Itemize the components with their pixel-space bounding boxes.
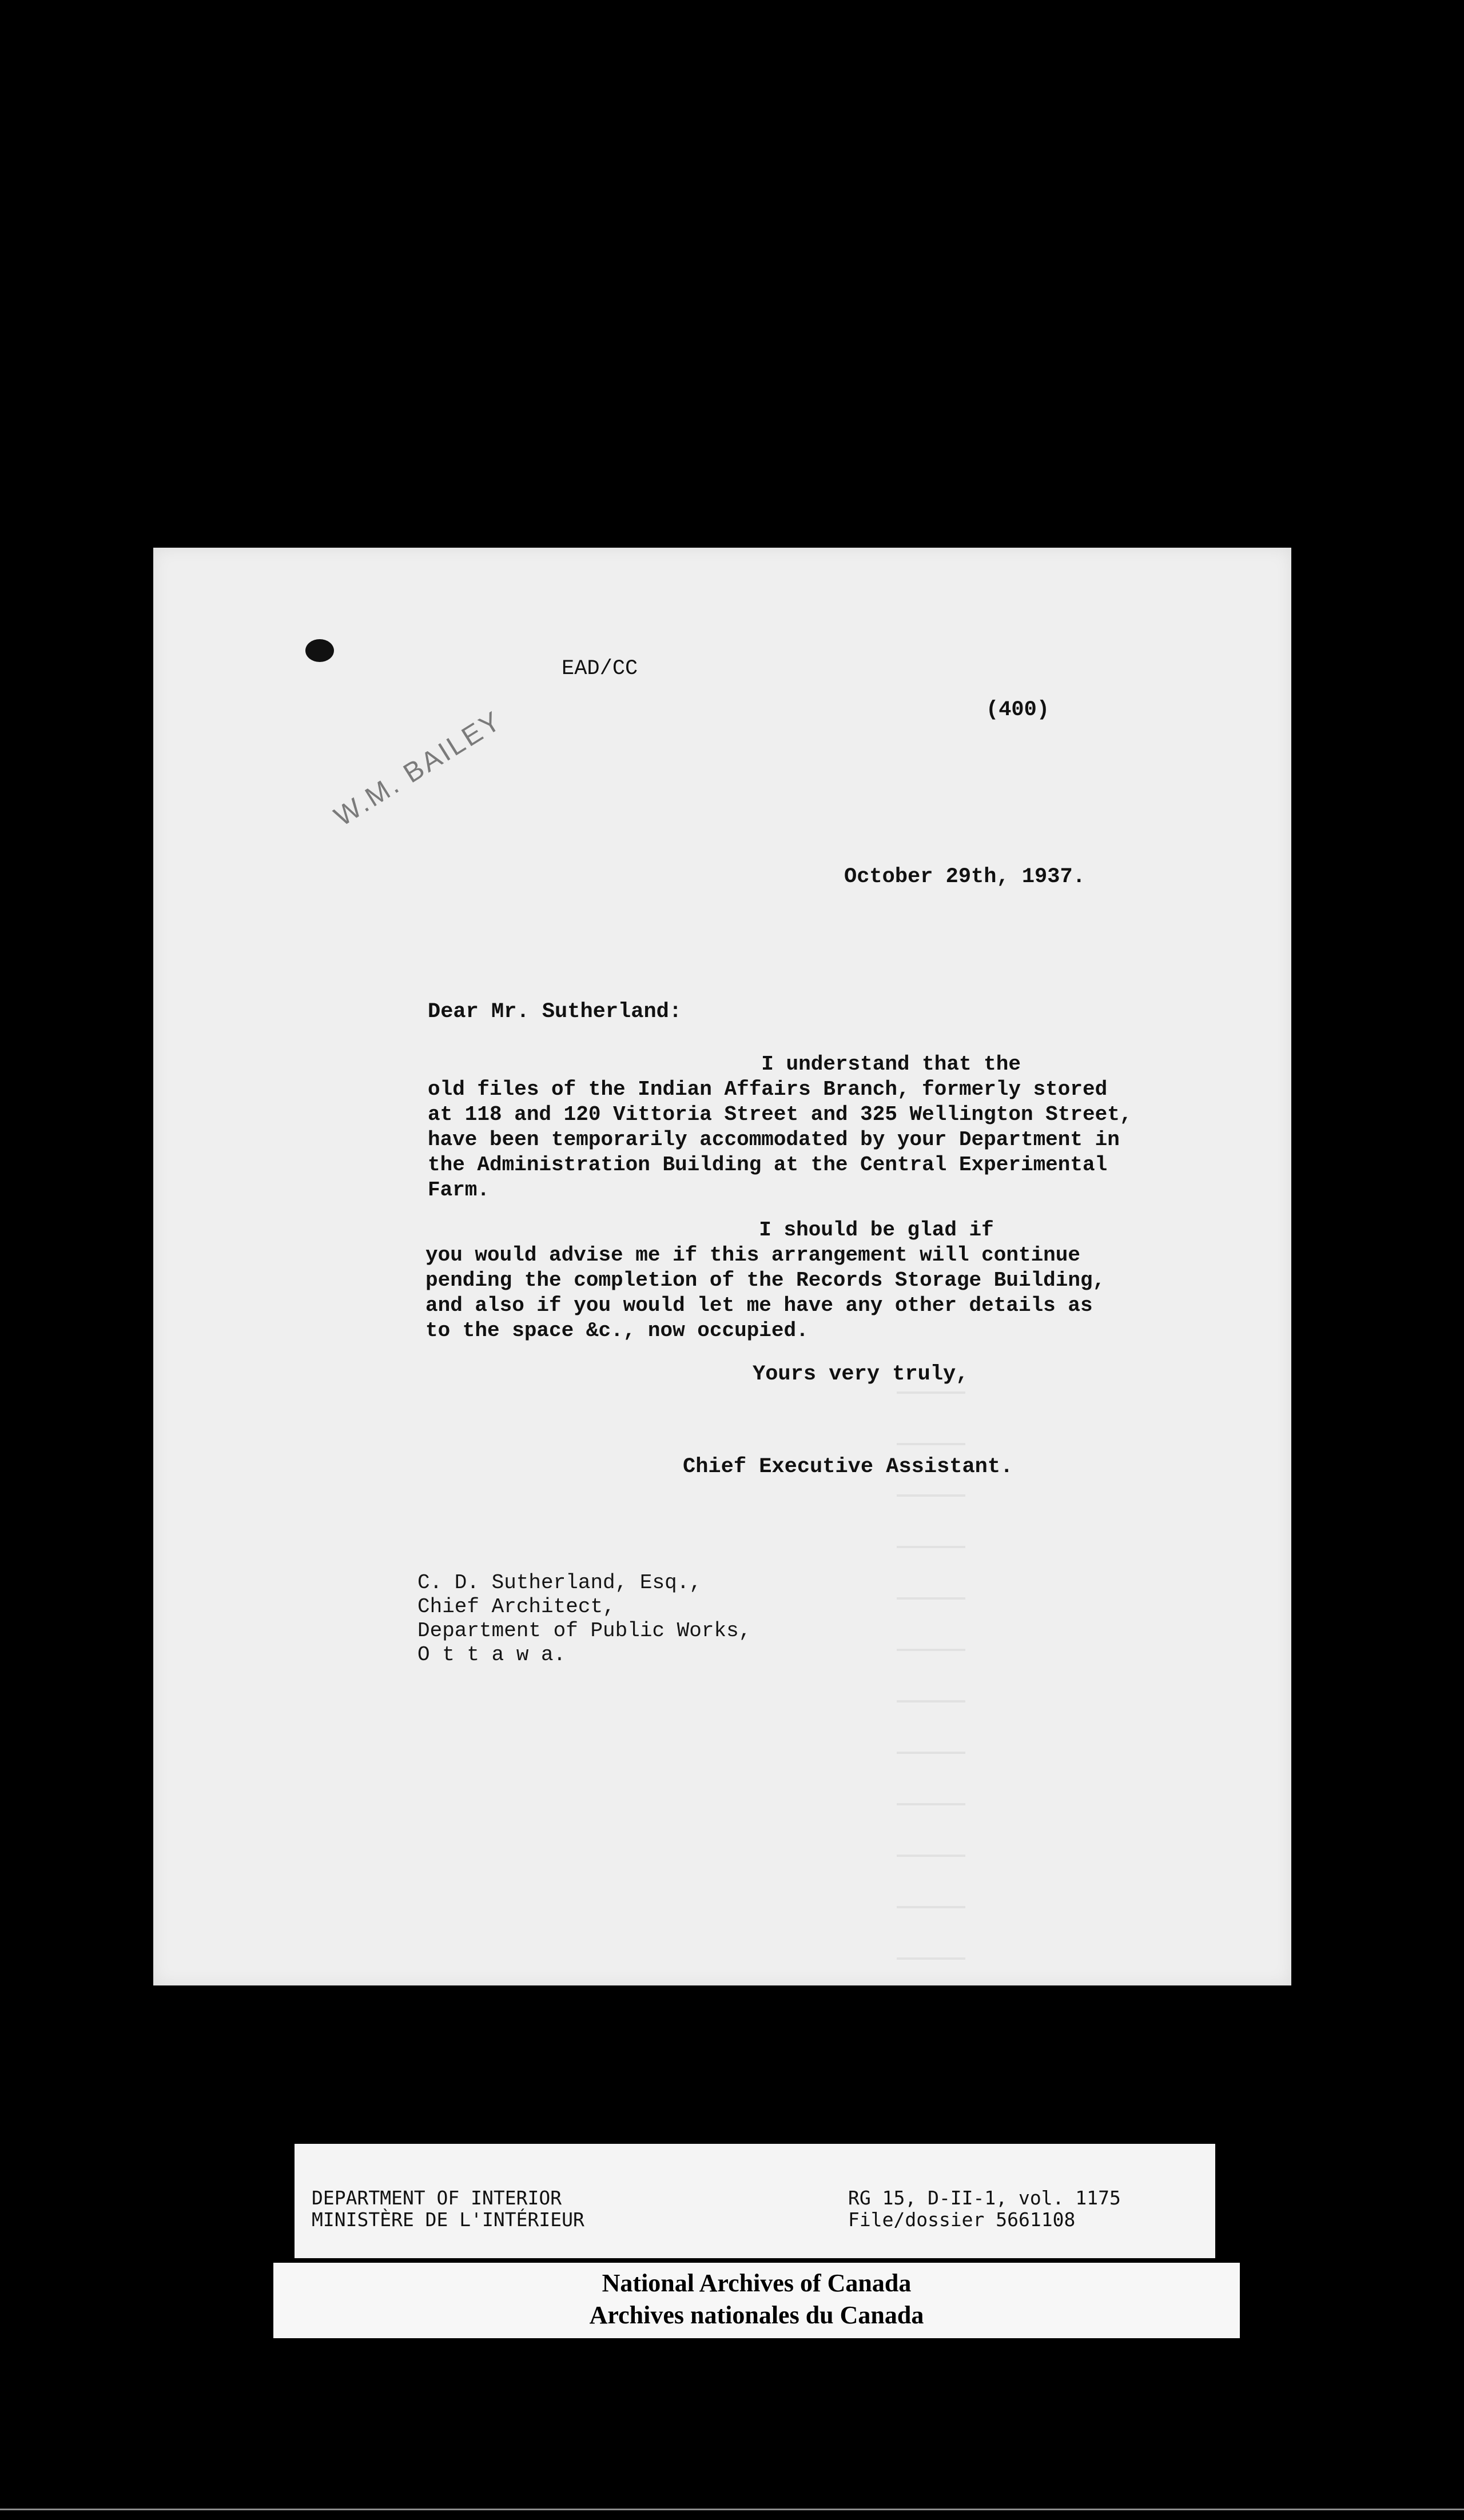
file-dossier: File/dossier 5661108 (848, 2208, 1076, 2231)
paragraph-line: old files of the Indian Affairs Branch, formerly stored (428, 1078, 1108, 1101)
reference-initials: EAD/CC (562, 657, 638, 681)
record-group: RG 15, D-II-1, vol. 1175 (848, 2187, 1121, 2209)
recipient-address (417, 1571, 751, 1667)
frame-divider (0, 2509, 1464, 2510)
salutation: Dear Mr. Sutherland: (428, 1000, 682, 1024)
paragraph-line: and also if you would let me have any other details as (425, 1294, 1093, 1317)
department-fr: MINISTÈRE DE L'INTÉRIEUR (312, 2208, 584, 2231)
paragraph-line: Farm. (428, 1178, 490, 1202)
paragraph-line: I understand that the (428, 1052, 1021, 1076)
paragraph-line: at 118 and 120 Vittoria Street and 325 Wellington Street, (428, 1103, 1132, 1126)
archives-banner (273, 2263, 1240, 2338)
name-stamp: W.M. BAILEY (329, 705, 508, 832)
address-line: Department of Public Works, (417, 1619, 751, 1642)
address-line: O t t a w a. (417, 1643, 566, 1666)
archive-reference-label (295, 2144, 1215, 2258)
signature-title: Chief Executive Assistant. (683, 1455, 1013, 1479)
paragraph-line: the Administration Building at the Central Experimental (428, 1153, 1108, 1177)
paragraph-line: I should be glad if (425, 1218, 994, 1242)
paragraph-line: have been temporarily accommodated by your Department in (428, 1128, 1120, 1151)
paragraph-line: pending the completion of the Records Storage Building, (425, 1269, 1105, 1292)
paragraph-line: you would advise me if this arrangement will continue (425, 1243, 1080, 1267)
body-paragraph-2 (425, 1218, 1105, 1343)
department-en: DEPARTMENT OF INTERIOR (312, 2187, 562, 2209)
letter-date: October 29th, 1937. (844, 865, 1085, 889)
paragraph-line: to the space &c., now occupied. (425, 1319, 809, 1342)
punch-hole (305, 639, 334, 662)
file-number: (400) (986, 698, 1050, 722)
body-paragraph-1 (428, 1052, 1132, 1203)
department-name (312, 2187, 584, 2231)
archives-name-fr: Archives nationales du Canada (589, 2301, 924, 2329)
address-line: Chief Architect, (417, 1595, 615, 1618)
address-line: C. D. Sutherland, Esq., (417, 1571, 702, 1594)
archives-name-en: National Archives of Canada (602, 2269, 912, 2297)
file-reference (848, 2187, 1121, 2231)
complimentary-close: Yours very truly, (753, 1362, 969, 1386)
